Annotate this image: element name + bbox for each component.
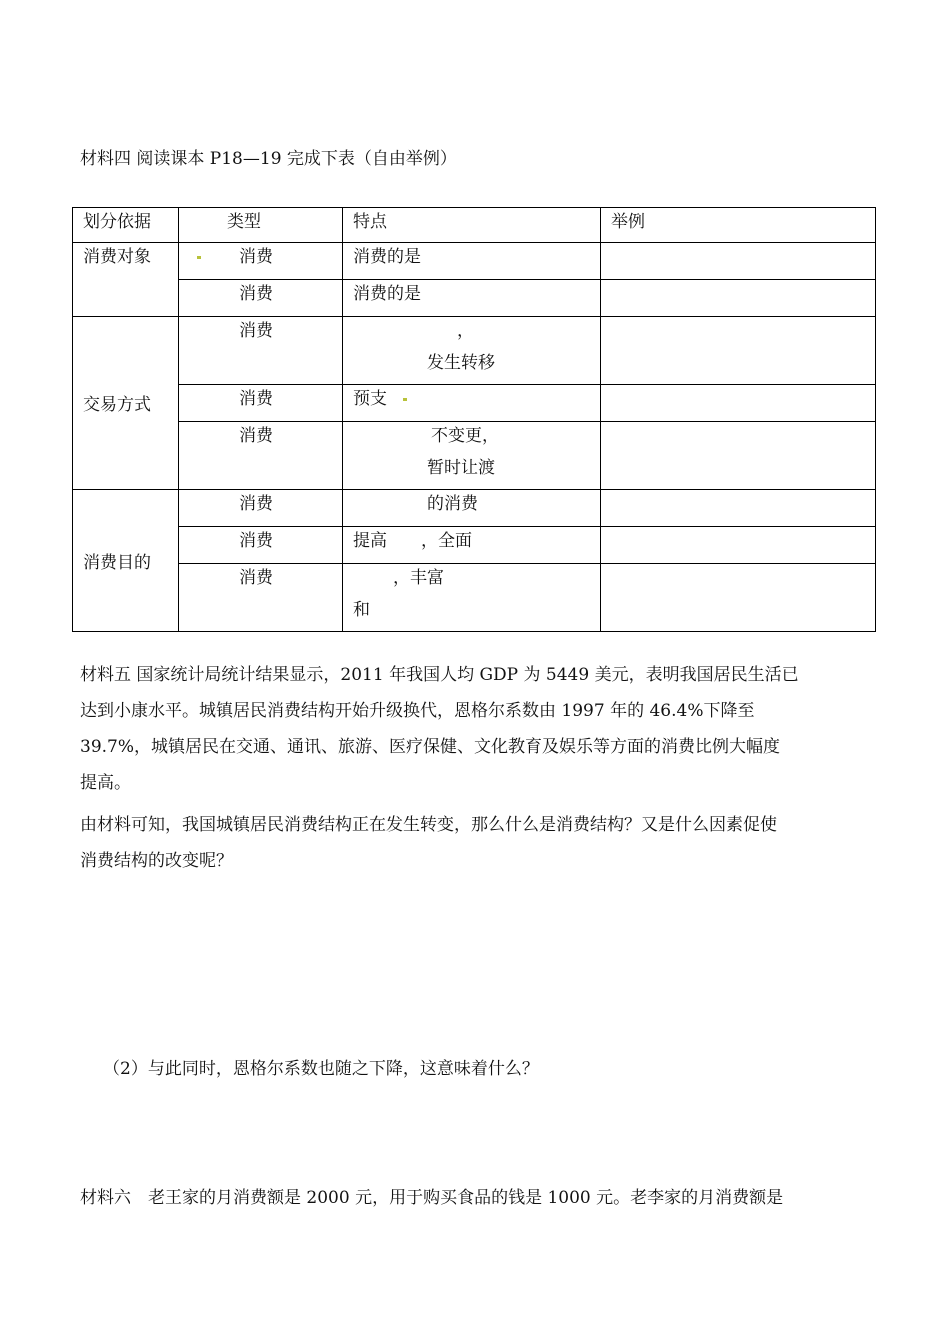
table-row	[73, 317, 876, 385]
question-2: （2）与此同时，恩格尔系数也随之下降，这意味着什么？	[103, 1059, 539, 1079]
highlight-mark	[197, 256, 201, 259]
feature-cell: 提高 ，全面	[343, 527, 601, 564]
table-row	[73, 490, 876, 527]
example-cell[interactable]	[601, 317, 876, 385]
highlight-mark	[403, 398, 407, 401]
type-cell: 消费	[179, 280, 343, 317]
header-basis: 划分依据	[73, 208, 179, 243]
feature-cell: 不变更， 暂时让渡	[343, 422, 601, 490]
example-cell[interactable]	[601, 385, 876, 422]
feature-cell: 消费的是	[343, 243, 601, 280]
table-row	[73, 385, 876, 422]
table-row	[73, 527, 876, 564]
feature-cell: 预支	[343, 385, 601, 422]
example-cell[interactable]	[601, 564, 876, 632]
header-feature: 特点	[343, 208, 601, 243]
consumption-table	[72, 207, 876, 632]
material6-text: 材料六 老王家的月消费额是 2000 元，用于购买食品的钱是 1000 元。老李家的月消费额是	[80, 1188, 784, 1208]
type-cell: 消费	[179, 385, 343, 422]
group-consumption-purpose: 消费目的	[73, 490, 179, 632]
group-trade-method: 交易方式	[73, 317, 179, 490]
table-row	[73, 422, 876, 490]
example-cell[interactable]	[601, 422, 876, 490]
feature-cell: ，丰富 和	[343, 564, 601, 632]
feature-cell: ， 发生转移	[343, 317, 601, 385]
type-cell: 消费	[179, 422, 343, 490]
example-cell[interactable]	[601, 490, 876, 527]
header-type: 类型	[179, 208, 343, 243]
table-row	[73, 243, 876, 280]
table-row	[73, 280, 876, 317]
table-row	[73, 564, 876, 632]
example-cell[interactable]	[601, 527, 876, 564]
feature-cell: 的消费	[343, 490, 601, 527]
feature-cell: 消费的是	[343, 280, 601, 317]
type-cell: 消费	[179, 317, 343, 385]
type-cell: 消费	[179, 564, 343, 632]
example-cell[interactable]	[601, 280, 876, 317]
type-cell: 消费	[179, 490, 343, 527]
example-cell[interactable]	[601, 243, 876, 280]
type-cell: 消费	[179, 527, 343, 564]
type-cell: 消费	[179, 243, 343, 280]
group-consumption-object: 消费对象	[73, 243, 179, 317]
material4-intro: 材料四 阅读课本 P18—19 完成下表（自由举例）	[80, 149, 457, 169]
material5-paragraph: 材料五 国家统计局统计结果显示，2011 年我国人均 GDP 为 5449 美元，表明我国居民生活已 达到小康水平。城镇居民消费结构开始升级换代，恩格尔系数由 1997 年的 46.4%下降至 39.7%，城镇居民在交通、通讯、旅游、医疗保健、文化教育及娱乐等方面的消费比例大幅度 提高。	[80, 665, 799, 793]
material5-question: 由材料可知，我国城镇居民消费结构正在发生转变，那么什么是消费结构？又是什么因素促使 消费结构的改变呢？	[80, 815, 777, 871]
header-example: 举例	[601, 208, 876, 243]
table-header-row	[73, 208, 876, 243]
